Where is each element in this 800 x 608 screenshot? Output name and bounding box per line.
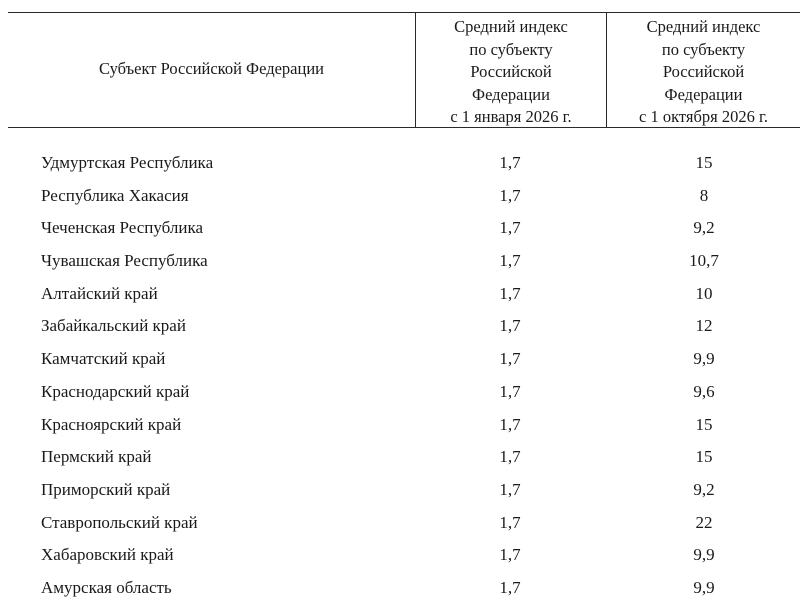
header-jan-index [416, 16, 606, 129]
table-row [0, 150, 800, 183]
index-jan: 1,7 [499, 153, 521, 172]
region-name: Забайкальский край [41, 316, 186, 336]
region-name: Чувашская Республика [41, 251, 208, 271]
table-row [0, 248, 800, 281]
header-oct-index [607, 16, 800, 129]
region-name: Чеченская Республика [41, 218, 203, 238]
table-row [0, 412, 800, 445]
table-row [0, 183, 800, 216]
table-row [0, 477, 800, 510]
header-jan-line: Российской [470, 62, 552, 82]
table-row [0, 313, 800, 346]
header-jan-line: по субъекту [469, 39, 553, 59]
header-jan-line: Средний индекс [454, 17, 568, 36]
header-oct-line: Федерации [664, 84, 743, 104]
region-name: Ставропольский край [41, 512, 198, 532]
header-jan-line: с 1 января 2026 г. [450, 107, 572, 127]
index-oct: 15 [695, 414, 713, 434]
region-name: Пермский край [41, 447, 152, 467]
index-jan: 1,7 [499, 283, 521, 303]
region-name: Камчатский край [41, 349, 166, 369]
index-oct: 10,7 [689, 251, 719, 271]
header-oct-line: по субъекту [661, 39, 746, 59]
header-subject: Субъект Российской Федерации [99, 59, 324, 78]
index-jan: 1,7 [499, 479, 521, 499]
region-name: Приморский край [41, 479, 171, 499]
index-jan: 1,7 [499, 577, 521, 597]
region-name: Краснодарский край [41, 381, 190, 401]
region-name: Красноярский край [41, 414, 182, 434]
table-body [0, 150, 800, 608]
index-oct: 22 [695, 512, 713, 532]
table-row [0, 346, 800, 379]
index-oct: 9,2 [693, 218, 715, 238]
index-oct: 8 [699, 185, 709, 205]
table-top-border [8, 12, 800, 13]
index-jan: 1,7 [499, 381, 521, 401]
index-oct: 9,2 [693, 479, 715, 499]
table-row [0, 215, 800, 248]
index-oct: 9,9 [693, 349, 715, 369]
index-oct: 12 [695, 316, 713, 336]
index-jan: 1,7 [499, 512, 521, 532]
region-name: Республика Хакасия [41, 185, 189, 205]
header-oct-line: Российской [662, 62, 745, 82]
table-row [0, 379, 800, 412]
table-row [0, 444, 800, 477]
index-jan: 1,7 [499, 185, 521, 205]
index-jan: 1,7 [499, 349, 521, 369]
region-name: Хабаровский край [41, 545, 174, 565]
index-jan: 1,7 [499, 316, 521, 336]
index-oct: 15 [695, 447, 713, 467]
region-name: Алтайский край [41, 283, 158, 303]
index-jan: 1,7 [499, 545, 521, 565]
index-jan: 1,7 [499, 218, 521, 238]
table-row [0, 575, 800, 608]
table-row [0, 542, 800, 575]
header-jan-line: Федерации [472, 84, 550, 104]
index-jan: 1,7 [499, 414, 521, 434]
index-jan: 1,7 [499, 447, 521, 467]
index-oct: 15 [695, 153, 713, 172]
index-oct: 9,6 [693, 381, 715, 401]
index-oct: 10 [695, 283, 713, 303]
region-name: Амурская область [41, 577, 172, 597]
index-jan: 1,7 [499, 251, 521, 271]
header-oct-line: Средний индекс [646, 17, 761, 36]
table-row [0, 510, 800, 543]
index-oct: 9,9 [693, 577, 715, 597]
table-row [0, 281, 800, 314]
index-oct: 9,9 [693, 545, 715, 565]
header-oct-line: с 1 октября 2026 г. [639, 107, 768, 127]
region-name: Удмуртская Республика [41, 153, 214, 172]
